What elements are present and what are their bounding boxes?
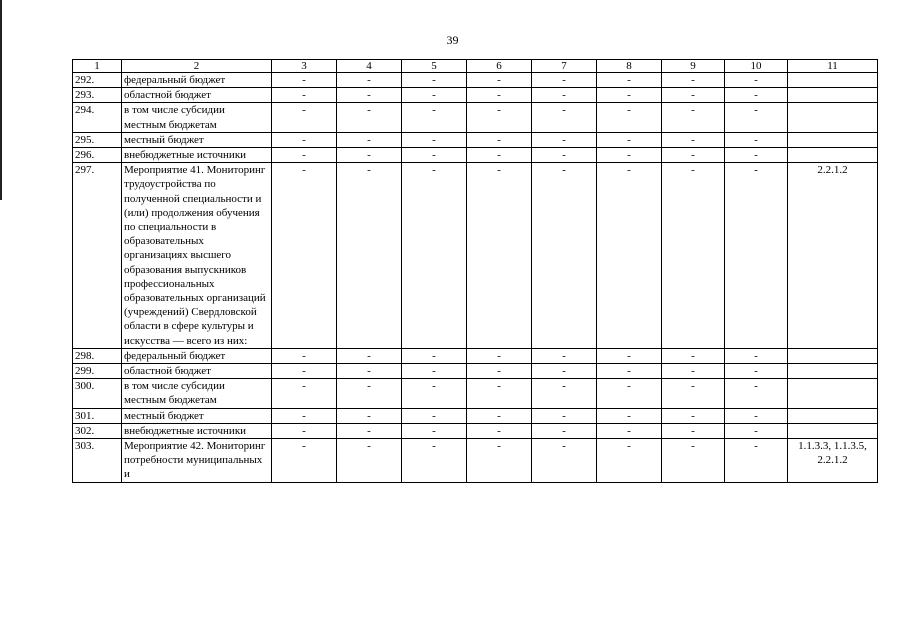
row-name: в том числе субсидии местным бюджетам <box>122 379 272 408</box>
value-cell: - <box>597 73 662 88</box>
value-cell: - <box>662 132 725 147</box>
value-cell: - <box>532 348 597 363</box>
header-cell: 5 <box>402 60 467 73</box>
row-name: федеральный бюджет <box>122 73 272 88</box>
value-cell: - <box>467 379 532 408</box>
value-cell: - <box>532 88 597 103</box>
target-code: 2.2.1.2 <box>788 163 878 349</box>
row-name: Мероприятие 41. Мониторинг трудоустройства по полученной специальности и (или) продолжения обучения по специальности в образовательных организациях высшего образования выпускников профессиональных образовательных организаций (учреждений) Свердловской области в сфере культуры и искусства — всего из них: <box>122 163 272 349</box>
value-cell: - <box>725 88 788 103</box>
value-cell: - <box>337 348 402 363</box>
table-row <box>73 103 878 132</box>
header-cell: 6 <box>467 60 532 73</box>
value-cell: - <box>532 439 597 483</box>
value-cell: - <box>272 73 337 88</box>
table-row <box>73 379 878 408</box>
value-cell: - <box>272 88 337 103</box>
value-cell: - <box>532 132 597 147</box>
value-cell: - <box>532 408 597 423</box>
value-cell: - <box>337 408 402 423</box>
value-cell: - <box>725 132 788 147</box>
value-cell: - <box>337 364 402 379</box>
value-cell: - <box>337 132 402 147</box>
value-cell: - <box>402 348 467 363</box>
value-cell: - <box>662 423 725 438</box>
row-number: 292. <box>73 73 122 88</box>
table-row <box>73 132 878 147</box>
row-number: 299. <box>73 364 122 379</box>
row-number: 297. <box>73 163 122 349</box>
value-cell: - <box>402 408 467 423</box>
value-cell: - <box>725 103 788 132</box>
value-cell: - <box>662 408 725 423</box>
value-cell: - <box>467 73 532 88</box>
target-code <box>788 132 878 147</box>
row-number: 294. <box>73 103 122 132</box>
table-row <box>73 163 878 349</box>
value-cell: - <box>662 439 725 483</box>
value-cell: - <box>272 379 337 408</box>
value-cell: - <box>597 364 662 379</box>
value-cell: - <box>337 379 402 408</box>
value-cell: - <box>532 103 597 132</box>
table-row <box>73 408 878 423</box>
value-cell: - <box>337 73 402 88</box>
value-cell: - <box>467 348 532 363</box>
value-cell: - <box>597 348 662 363</box>
value-cell: - <box>725 73 788 88</box>
table-row <box>73 348 878 363</box>
table-row <box>73 423 878 438</box>
value-cell: - <box>467 439 532 483</box>
row-name: областной бюджет <box>122 88 272 103</box>
value-cell: - <box>337 88 402 103</box>
value-cell: - <box>597 379 662 408</box>
row-number: 298. <box>73 348 122 363</box>
page-edge-line <box>0 0 2 200</box>
row-name: внебюджетные источники <box>122 423 272 438</box>
value-cell: - <box>402 423 467 438</box>
value-cell: - <box>402 132 467 147</box>
value-cell: - <box>597 103 662 132</box>
value-cell: - <box>467 408 532 423</box>
value-cell: - <box>337 423 402 438</box>
target-code <box>788 408 878 423</box>
value-cell: - <box>402 364 467 379</box>
value-cell: - <box>402 73 467 88</box>
value-cell: - <box>662 148 725 163</box>
header-cell: 7 <box>532 60 597 73</box>
row-number: 296. <box>73 148 122 163</box>
value-cell: - <box>532 73 597 88</box>
target-code <box>788 73 878 88</box>
value-cell: - <box>467 364 532 379</box>
value-cell: - <box>597 439 662 483</box>
row-name: областной бюджет <box>122 364 272 379</box>
row-name: местный бюджет <box>122 408 272 423</box>
value-cell: - <box>402 379 467 408</box>
value-cell: - <box>467 148 532 163</box>
row-name: федеральный бюджет <box>122 348 272 363</box>
value-cell: - <box>402 88 467 103</box>
value-cell: - <box>532 423 597 438</box>
value-cell: - <box>532 379 597 408</box>
value-cell: - <box>725 163 788 349</box>
value-cell: - <box>725 364 788 379</box>
value-cell: - <box>662 163 725 349</box>
table-header-row <box>73 60 878 73</box>
value-cell: - <box>532 163 597 349</box>
target-code <box>788 148 878 163</box>
row-number: 295. <box>73 132 122 147</box>
header-cell: 8 <box>597 60 662 73</box>
value-cell: - <box>272 408 337 423</box>
value-cell: - <box>662 103 725 132</box>
target-code: 1.1.3.3, 1.1.3.5, 2.2.1.2 <box>788 439 878 483</box>
value-cell: - <box>597 88 662 103</box>
value-cell: - <box>467 88 532 103</box>
value-cell: - <box>467 423 532 438</box>
value-cell: - <box>725 423 788 438</box>
row-name: местный бюджет <box>122 132 272 147</box>
value-cell: - <box>467 163 532 349</box>
value-cell: - <box>725 379 788 408</box>
value-cell: - <box>532 148 597 163</box>
row-name: внебюджетные источники <box>122 148 272 163</box>
header-cell: 10 <box>725 60 788 73</box>
table-row <box>73 364 878 379</box>
value-cell: - <box>532 364 597 379</box>
table-body <box>73 60 878 483</box>
value-cell: - <box>337 148 402 163</box>
value-cell: - <box>402 163 467 349</box>
value-cell: - <box>272 423 337 438</box>
row-name: Мероприятие 42. Мониторинг потребности муниципальных и <box>122 439 272 483</box>
value-cell: - <box>662 73 725 88</box>
value-cell: - <box>402 103 467 132</box>
header-cell: 1 <box>73 60 122 73</box>
target-code <box>788 364 878 379</box>
target-code <box>788 348 878 363</box>
value-cell: - <box>272 148 337 163</box>
table-row <box>73 148 878 163</box>
target-code <box>788 379 878 408</box>
header-cell: 9 <box>662 60 725 73</box>
value-cell: - <box>662 379 725 408</box>
row-number: 303. <box>73 439 122 483</box>
value-cell: - <box>272 364 337 379</box>
header-cell: 3 <box>272 60 337 73</box>
header-cell: 4 <box>337 60 402 73</box>
value-cell: - <box>272 163 337 349</box>
target-code <box>788 88 878 103</box>
value-cell: - <box>725 148 788 163</box>
table-row <box>73 88 878 103</box>
row-number: 300. <box>73 379 122 408</box>
budget-table <box>72 59 878 483</box>
row-number: 293. <box>73 88 122 103</box>
page-number: 39 <box>446 33 459 47</box>
header-cell: 2 <box>122 60 272 73</box>
value-cell: - <box>402 148 467 163</box>
target-code <box>788 103 878 132</box>
row-number: 301. <box>73 408 122 423</box>
value-cell: - <box>662 364 725 379</box>
table-row <box>73 73 878 88</box>
value-cell: - <box>725 439 788 483</box>
value-cell: - <box>597 423 662 438</box>
value-cell: - <box>597 148 662 163</box>
value-cell: - <box>597 132 662 147</box>
value-cell: - <box>272 132 337 147</box>
value-cell: - <box>402 439 467 483</box>
table-row <box>73 439 878 483</box>
value-cell: - <box>597 408 662 423</box>
value-cell: - <box>337 163 402 349</box>
value-cell: - <box>467 132 532 147</box>
value-cell: - <box>337 103 402 132</box>
row-number: 302. <box>73 423 122 438</box>
value-cell: - <box>597 163 662 349</box>
value-cell: - <box>662 88 725 103</box>
value-cell: - <box>272 439 337 483</box>
value-cell: - <box>467 103 532 132</box>
value-cell: - <box>272 103 337 132</box>
value-cell: - <box>662 348 725 363</box>
value-cell: - <box>337 439 402 483</box>
target-code <box>788 423 878 438</box>
row-name: в том числе субсидии местным бюджетам <box>122 103 272 132</box>
value-cell: - <box>725 408 788 423</box>
value-cell: - <box>272 348 337 363</box>
value-cell: - <box>725 348 788 363</box>
header-cell: 11 <box>788 60 878 73</box>
